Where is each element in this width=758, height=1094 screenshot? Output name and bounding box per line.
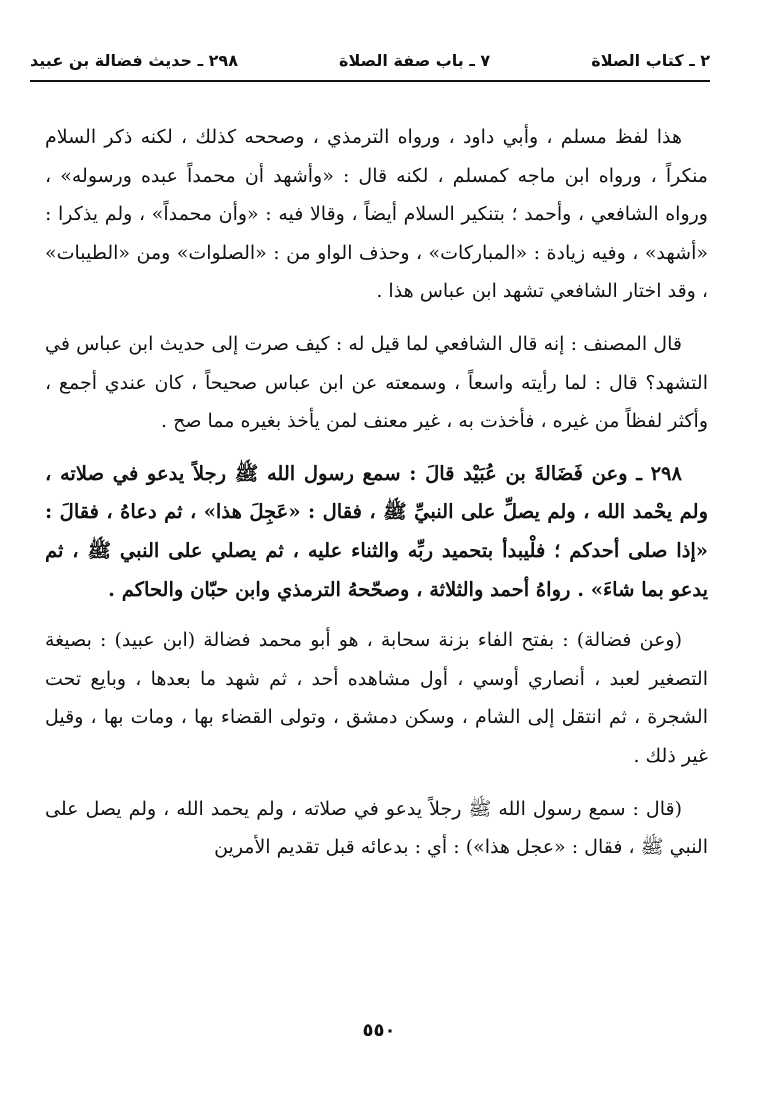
paragraph-commentary-1: هذا لفظ مسلم ، وأبي داود ، ورواه الترمذي ، وصححه كذلك ، لكنه ذكر السلام منكراً ، ورواه ابن ماجه كمسلم ، لكنه قال : «وأشهد أن محمداً عبده ورسوله» ، ورواه الشافعي ، وأحمد ؛ بتنكير السلام أيضاً ، وقالا فيه : «وأن محمداً» ، ولم يذكرا : «أشهد» ، وفيه زيادة : «المباركات» ، وحذف الواو من : «الصلوات» ومن «الطيبات» ، وقد اختار الشافعي تشهد ابن عباس هذا . (45, 126, 708, 303)
header-hadith-title: ٢٩٨ ـ حديث فضالة بن عبيد (30, 50, 238, 70)
header-chapter-title: ٧ ـ باب صفة الصلاة (339, 50, 491, 70)
paragraph-narrator-note: (وعن فضالة) : بفتح الفاء بزنة سحابة ، هو أبو محمد فضالة (ابن عبيد) : بصيغة التصغير لعبد ، أنصاري أوسي ، أول مشاهده أحد ، ثم شهد ما بعدها ، وبايع تحت الشجرة ، ثم انتقل إلى الشام ، وسكن دمشق ، وتولى القضاء بها ، ومات بها ، وقيل غير ذلك . (45, 629, 708, 767)
page-body (45, 118, 708, 879)
paragraph-explanation: (قال : سمع رسول الله ﷺ رجلاً يدعو في صلاته ، ولم يحمد الله ، ولم يصل على النبي ﷺ ، فقال : «عجل هذا») : أي : بدعائه قبل تقديم الأمرين (45, 797, 708, 859)
running-header (30, 40, 710, 82)
paragraph-commentary-2: قال المصنف : إنه قال الشافعي لما قيل له : كيف صرت إلى حديث ابن عباس في التشهد؟ قال : لما رأيته واسعاً ، وسمعته عن ابن عباس صحيحاً ، كان عندي أجمع ، وأكثر لفظاً من غيره ، فأخذت به ، غير معنف لمن يأخذ بغيره مما صح . (45, 332, 708, 433)
paragraph-hadith-298: ٢٩٨ ـ وعن فَضَالةَ بن عُبَيْد قالَ : سمع رسول الله ﷺ رجلاً يدعو في صلاته ، ولم يحْمد الله ، ولم يصلِّ على النبيِّ ﷺ ، فقال : «عَجِلَ هذا» ، ثم دعاهُ ، فقالَ : «إذا صلى أحدكم ؛ فلْيبدأ بتحميد ربِّه والثناء عليه ، ثم يصلي على النبي ﷺ ، ثم يدعو بما شاءَ» . رواهُ أحمد والثلاثة ، وصحّحهُ الترمذي وابن حبّان والحاكم . (45, 461, 708, 601)
header-book-title: ٢ ـ كتاب الصلاة (591, 50, 710, 70)
page-number: ٥٥٠ (362, 1020, 396, 1041)
